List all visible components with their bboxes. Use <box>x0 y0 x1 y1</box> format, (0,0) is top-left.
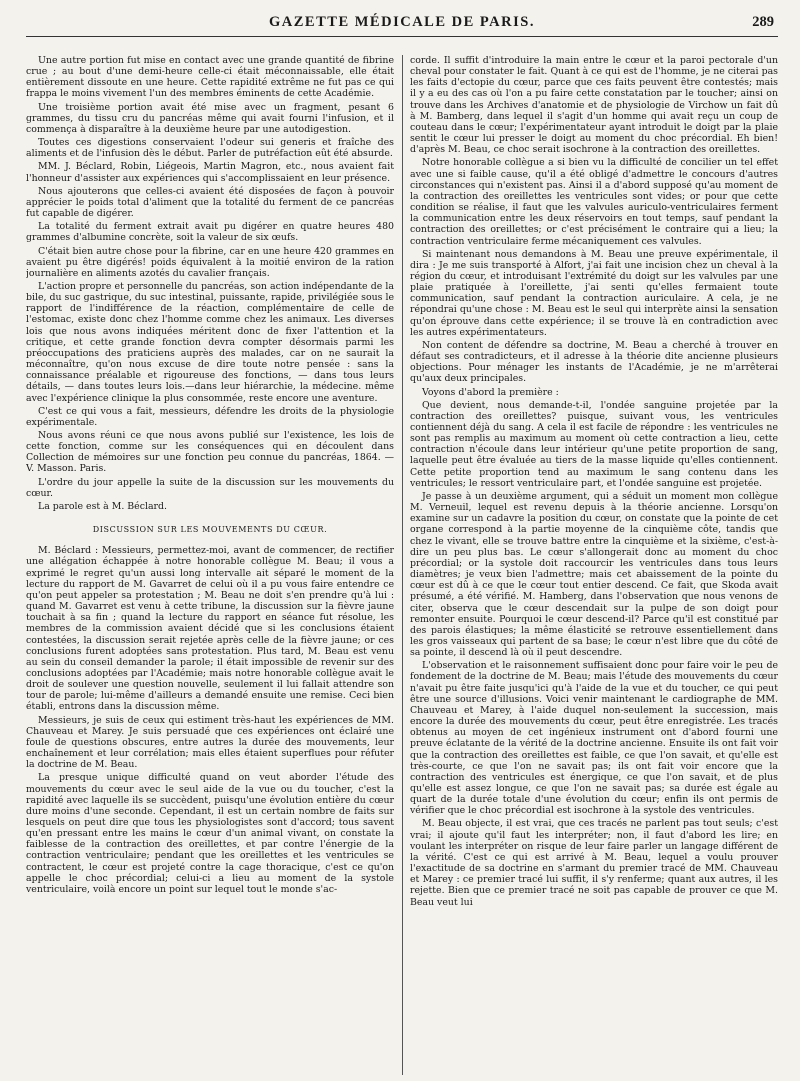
paragraph: Toutes ces digestions conservaient l'odeur sui generis et fraîche des aliments et de l'infusion dès le début. Parler de putréfaction eût été absurde. <box>26 137 394 160</box>
paragraph: Une troisième portion avait été mise avec un fragment, pesant 6 grammes, du tissu cru du pancréas même qui avait fourni l'infusion, et il commença à disparaître à la deuxième heure par une autodigestion. <box>26 101 394 135</box>
journal-title: GAZETTE MÉDICALE DE PARIS. <box>269 14 535 30</box>
column-divider <box>402 55 403 1075</box>
page-header <box>26 10 778 37</box>
paragraph: L'ordre du jour appelle la suite de la discussion sur les mouvements du cœur. <box>26 476 394 499</box>
paragraph: Notre honorable collègue a si bien vu la difficulté de concilier un tel effet avec une si faible cause, qu'il a été obligé d'admettre le concours d'autres circonstances qui n'existent pas. Ainsi il a d'abord supposé qu'au moment de la contraction des oreillettes les ventricules sont vides; or pour que cette condition se réalise, il faut que les valvules auriculo-ventriculaires ferment la communication entre les deux réservoirs en tout temps, sauf pendant la contraction des oreillettes; or c'est précisément le contraire qui a lieu; la contraction ventriculaire ferme mécaniquement ces valvules. <box>410 157 778 247</box>
paragraph: La presque unique difficulté quand on veut aborder l'étude des mouvements du cœur avec le seul aide de la vue ou du toucher, c'est la rapidité avec laquelle ils se succèdent, puisqu'une évolution entière du cœur dure moins d'une seconde. Cependant, il est un certain nombre de faits sur lesquels on peut dire que tous les physiologistes sont d'accord; tous savent qu'en pressant entre les mains le cœur d'un animal vivant, on constate la faiblesse de la contraction des oreillettes, et par contre l'énergie de la contraction ventriculaire; pendant que les oreillettes et les ventricules se contractent, le cœur est projeté contre la cage thoracique, c'est ce qu'on appelle le choc précordial; celui-ci a lieu au moment de la systole ventriculaire, voilà encore un point sur lequel tout le monde s'ac- <box>26 772 394 895</box>
paragraph: Une autre portion fut mise en contact avec une grande quantité de fibrine crue ; au bout d'une demi-heure celle-ci était méconnaissable, elle était entièrement dissoute en une heure. Cette rapidité extrême ne fut pas ce qui frappa le moins vivement l'un des membres éminents de cette Académie. <box>26 55 394 100</box>
paragraph: L'action propre et personnelle du pancréas, son action indépendante de la bile, du suc gastrique, du suc intestinal, puissante, rapide, privilégiée sous le rapport de l'indifférence de la réaction, complémentaire de celle de l'estomac, existe donc chez l'homme comme chez les animaux. Les diverses lois que nous avons indiquées méritent donc de fixer l'attention et la critique, et cette grande fonction devra compter désormais parmi les préoccupations des praticiens auprès des malades, car on ne saurait la méconnaître, qu'on nous excuse de dire toute notre pensée : sans la connaissance préalable et rigoureuse des fonctions, — dans tous leurs détails, — dans toutes leurs lois.—dans leur hiérarchie, la médecine. même avec l'expérience clinique la plus consommée, reste encore une aventure. <box>26 280 394 404</box>
paragraph: Que devient, nous demande-t-il, l'ondée sanguine projetée par la contraction des oreillettes? puisque, suivant vous, les ventricules contiennent déjà du sang. A cela il est facile de répondre : les ventricules ne sont pas remplis au maximum au moment où cette contraction a lieu, cette contraction n'écoule dans leur intérieur qu'une petite proportion de sang, laquelle peut être évaluée au tiers de la masse liquide qu'elles contiennent. Cette petite proportion tend au maximum le sang contenu dans les ventricules; le ressort ventriculaire part, et l'ondée sanguine est projetée. <box>410 399 778 489</box>
paragraph: corde. Il suffit d'introduire la main entre le cœur et la paroi pectorale d'un cheval pour constater le fait. Quant à ce qui est de l'homme, je ne citerai pas les faits d'ectopie du cœur, parce que ces faits peuvent être contestés; mais il y a eu des cas où l'on a pu faire cette constatation par le toucher; ainsi on trouve dans les Archives d'anatomie et de physiologie de Virchow un fait dû à M. Bamberg, dans lequel il s'agit d'un homme qui avait reçu un coup de couteau dans le cœur; l'expérimentateur ayant introduit le doigt par la plaie sentit le cœur lui presser le doigt au moment du choc précordial. Eh bien! d'après M. Beau, ce choc serait isochrone à la contraction des oreillettes. <box>410 55 778 156</box>
paragraph: Non content de défendre sa doctrine, M. Beau a cherché à trouver en défaut ses contradicteurs, et il adresse à la théorie dite ancienne plusieurs objections. Pour ménager les instants de l'Académie, je ne m'arrêterai qu'aux deux principales. <box>410 339 778 385</box>
paragraph: Je passe à un deuxième argument, qui a séduit un moment mon collègue M. Verneuil, lequel est revenu depuis à la théorie ancienne. Lorsqu'on examine sur un cadavre la position du cœur, on constate que la pointe de cet organe correspond à la partie moyenne de la cinquième côte, tandis que chez le vivant, elle se trouve battre entre la cinquième et la sixième, c'est-à-dire un peu plus bas. Le cœur s'allongerait donc au moment du choc précordial; or la systole doit raccourcir les ventricules dans tous leurs diamètres; je veux bien l'admettre; mais cet abaissement de la pointe du cœur est dû à ce que le cœur tout entier descend. Ce fait, que Skoda avait présumé, a été vérifié. M. Hamberg, dans l'observation que nous venons de citer, observa que le cœur descendait sur la pulpe de son doigt pour remonter ensuite. Pourquoi le cœur descend-il? Parce qu'il est constitué par des parois élastiques; la même élasticité se retrouve essentiellement dans les gros vaisseaux qui partent de sa base; le cœur n'est libre que du côté de sa pointe, il descend là où il peut descendre. <box>410 490 778 659</box>
paragraph: Nous avons réuni ce que nous avons publié sur l'existence, les lois de cette fonction, comme sur les conséquences qui en découlent dans Collection de mémoires sur une fonction peu connue du pancréas, 1864. — V. Masson. Paris. <box>26 430 394 475</box>
left-column <box>26 55 394 1075</box>
paragraph: La totalité du ferment extrait avait pu digérer en quatre heures 480 grammes d'albumine concrète, soit la valeur de six œufs. <box>26 221 394 244</box>
paragraph: MM. J. Béclard, Robin, Liégeois, Martin Magron, etc., nous avaient fait l'honneur d'assister aux expériences qui s'accomplissaient en leur présence. <box>26 161 394 184</box>
paragraph: Nous ajouterons que celles-ci avaient été disposées de façon à pouvoir apprécier le poids total d'aliment que la totalité du ferment de ce pancréas fut capable de digérer. <box>26 185 394 220</box>
text-columns <box>26 55 778 1075</box>
paragraph: L'observation et le raisonnement suffisaient donc pour faire voir le peu de fondement de la doctrine de M. Beau; mais l'étude des mouvements du cœur n'avait pu être faite jusqu'ici qu'à l'aide de la vue et du toucher, ce qui peut être une source d'illusions. Voici venir maintenant le cardiographe de MM. Chauveau et Marey, à l'aide duquel non-seulement la succession, mais encore la durée des mouvements du cœur, peut être enregistrée. Les tracés obtenus au moyen de cet ingénieux instrument ont d'abord fourni une preuve éclatante de la vérité de la doctrine ancienne. Ensuite ils ont fait voir que la contraction des oreillettes est faible, ce que l'on savait, et qu'elle est très-courte, ce que l'on ne savait pas; ils ont fait voir encore que la contraction des ventricules est énergique, ce que l'on savait, et de plus qu'elle est assez longue, ce que l'on ne savait pas; sa durée est égale au quart de la durée totale d'une évolution du cœur; enfin ils ont permis de vérifier que le choc précordial est isochrone à la systole des ventricules. <box>410 660 778 817</box>
page-number: 289 <box>752 14 774 30</box>
paragraph: C'est ce qui vous a fait, messieurs, défendre les droits de la physiologie expérimentale. <box>26 405 394 428</box>
paragraph: M. Béclard : Messieurs, permettez-moi, avant de commencer, de rectifier une allégation échappée à notre honorable collègue M. Beau; il vous a exprimé le regret qu'un aussi long intervalle ait séparé le moment de la lecture du rapport de M. Gavarret de celui où il a pu vous faire entendre ce qu'on peut appeler sa protestation ; M. Beau ne doit s'en prendre qu'à lui : quand M. Gavarret est venu à cette tribune, la discussion sur la fièvre jaune touchait à sa fin ; quand la lecture du rapport en séance fut résolue, les membres de la commission avaient décidé que si les conclusions étaient contestées, la discussion serait rejetée après celle de la fièvre jaune; or ces conclusions furent adoptées sans protestation. Plus tard, M. Beau est venu au sein du conseil demander la parole; il était impossible de revenir sur des conclusions adoptées par l'Académie; mais notre honorable collègue avait le droit de soulever une question nouvelle, seulement il lui fallait attendre son tour de parole; lui-même d'ailleurs a demandé ensuite une remise. Ceci bien établi, entrons dans la discussion même. <box>26 545 394 713</box>
paragraph: M. Beau objecte, il est vrai, que ces tracés ne parlent pas tout seuls; c'est vrai; il ajoute qu'il faut les interpréter; non, il faut d'abord les lire; en voulant les interpréter on risque de leur faire parler un langage différent de la vérité. C'est ce qui est arrivé à M. Beau, lequel a voulu prouver l'exactitude de sa doctrine en s'armant du premier tracé de MM. Chauveau et Marey : ce premier tracé lui suffit, il s'y renferme; quant aux autres, il les rejette. Bien que ce premier tracé ne soit pas capable de prouver ce que M. Beau veut lui <box>410 818 778 908</box>
paragraph: Messieurs, je suis de ceux qui estiment très-haut les expériences de MM. Chauveau et Marey. Je suis persuadé que ces expériences ont éclairé une foule de questions obscures, entre autres la durée des mouvements, leur enchaînement et leur corrélation; mais elles étaient superflues pour réfuter la doctrine de M. Beau. <box>26 714 394 771</box>
right-column <box>410 55 778 1075</box>
paragraph: Voyons d'abord la première : <box>422 386 559 398</box>
paragraph: Si maintenant nous demandons à M. Beau une preuve expérimentale, il dira : Je me suis transporté à Alfort, j'ai fait une incision chez un cheval à la région du cœur, et introduisant l'extrémité du doigt sur les valvules par une plaie pratiquée à l'oreillette, j'ai senti qu'elles fermaient toute communication, sauf pendant la contraction auriculaire. A cela, je ne répondrai qu'une chose : M. Beau est le seul qui interprète ainsi la sensation qu'on éprouve dans cette expérience; il se trouve là en contradiction avec les autres expérimentateurs. <box>410 248 778 338</box>
paragraph: La parole est à M. Béclard. <box>38 500 168 512</box>
section-title: DISCUSSION SUR LES MOUVEMENTS DU CŒUR. <box>92 525 328 535</box>
paragraph: C'était bien autre chose pour la fibrine, car en une heure 420 grammes en avaient pu être digérés! poids équivalent à la moitié environ de la ration journalière en aliments azotés du cavalier français. <box>26 245 394 279</box>
